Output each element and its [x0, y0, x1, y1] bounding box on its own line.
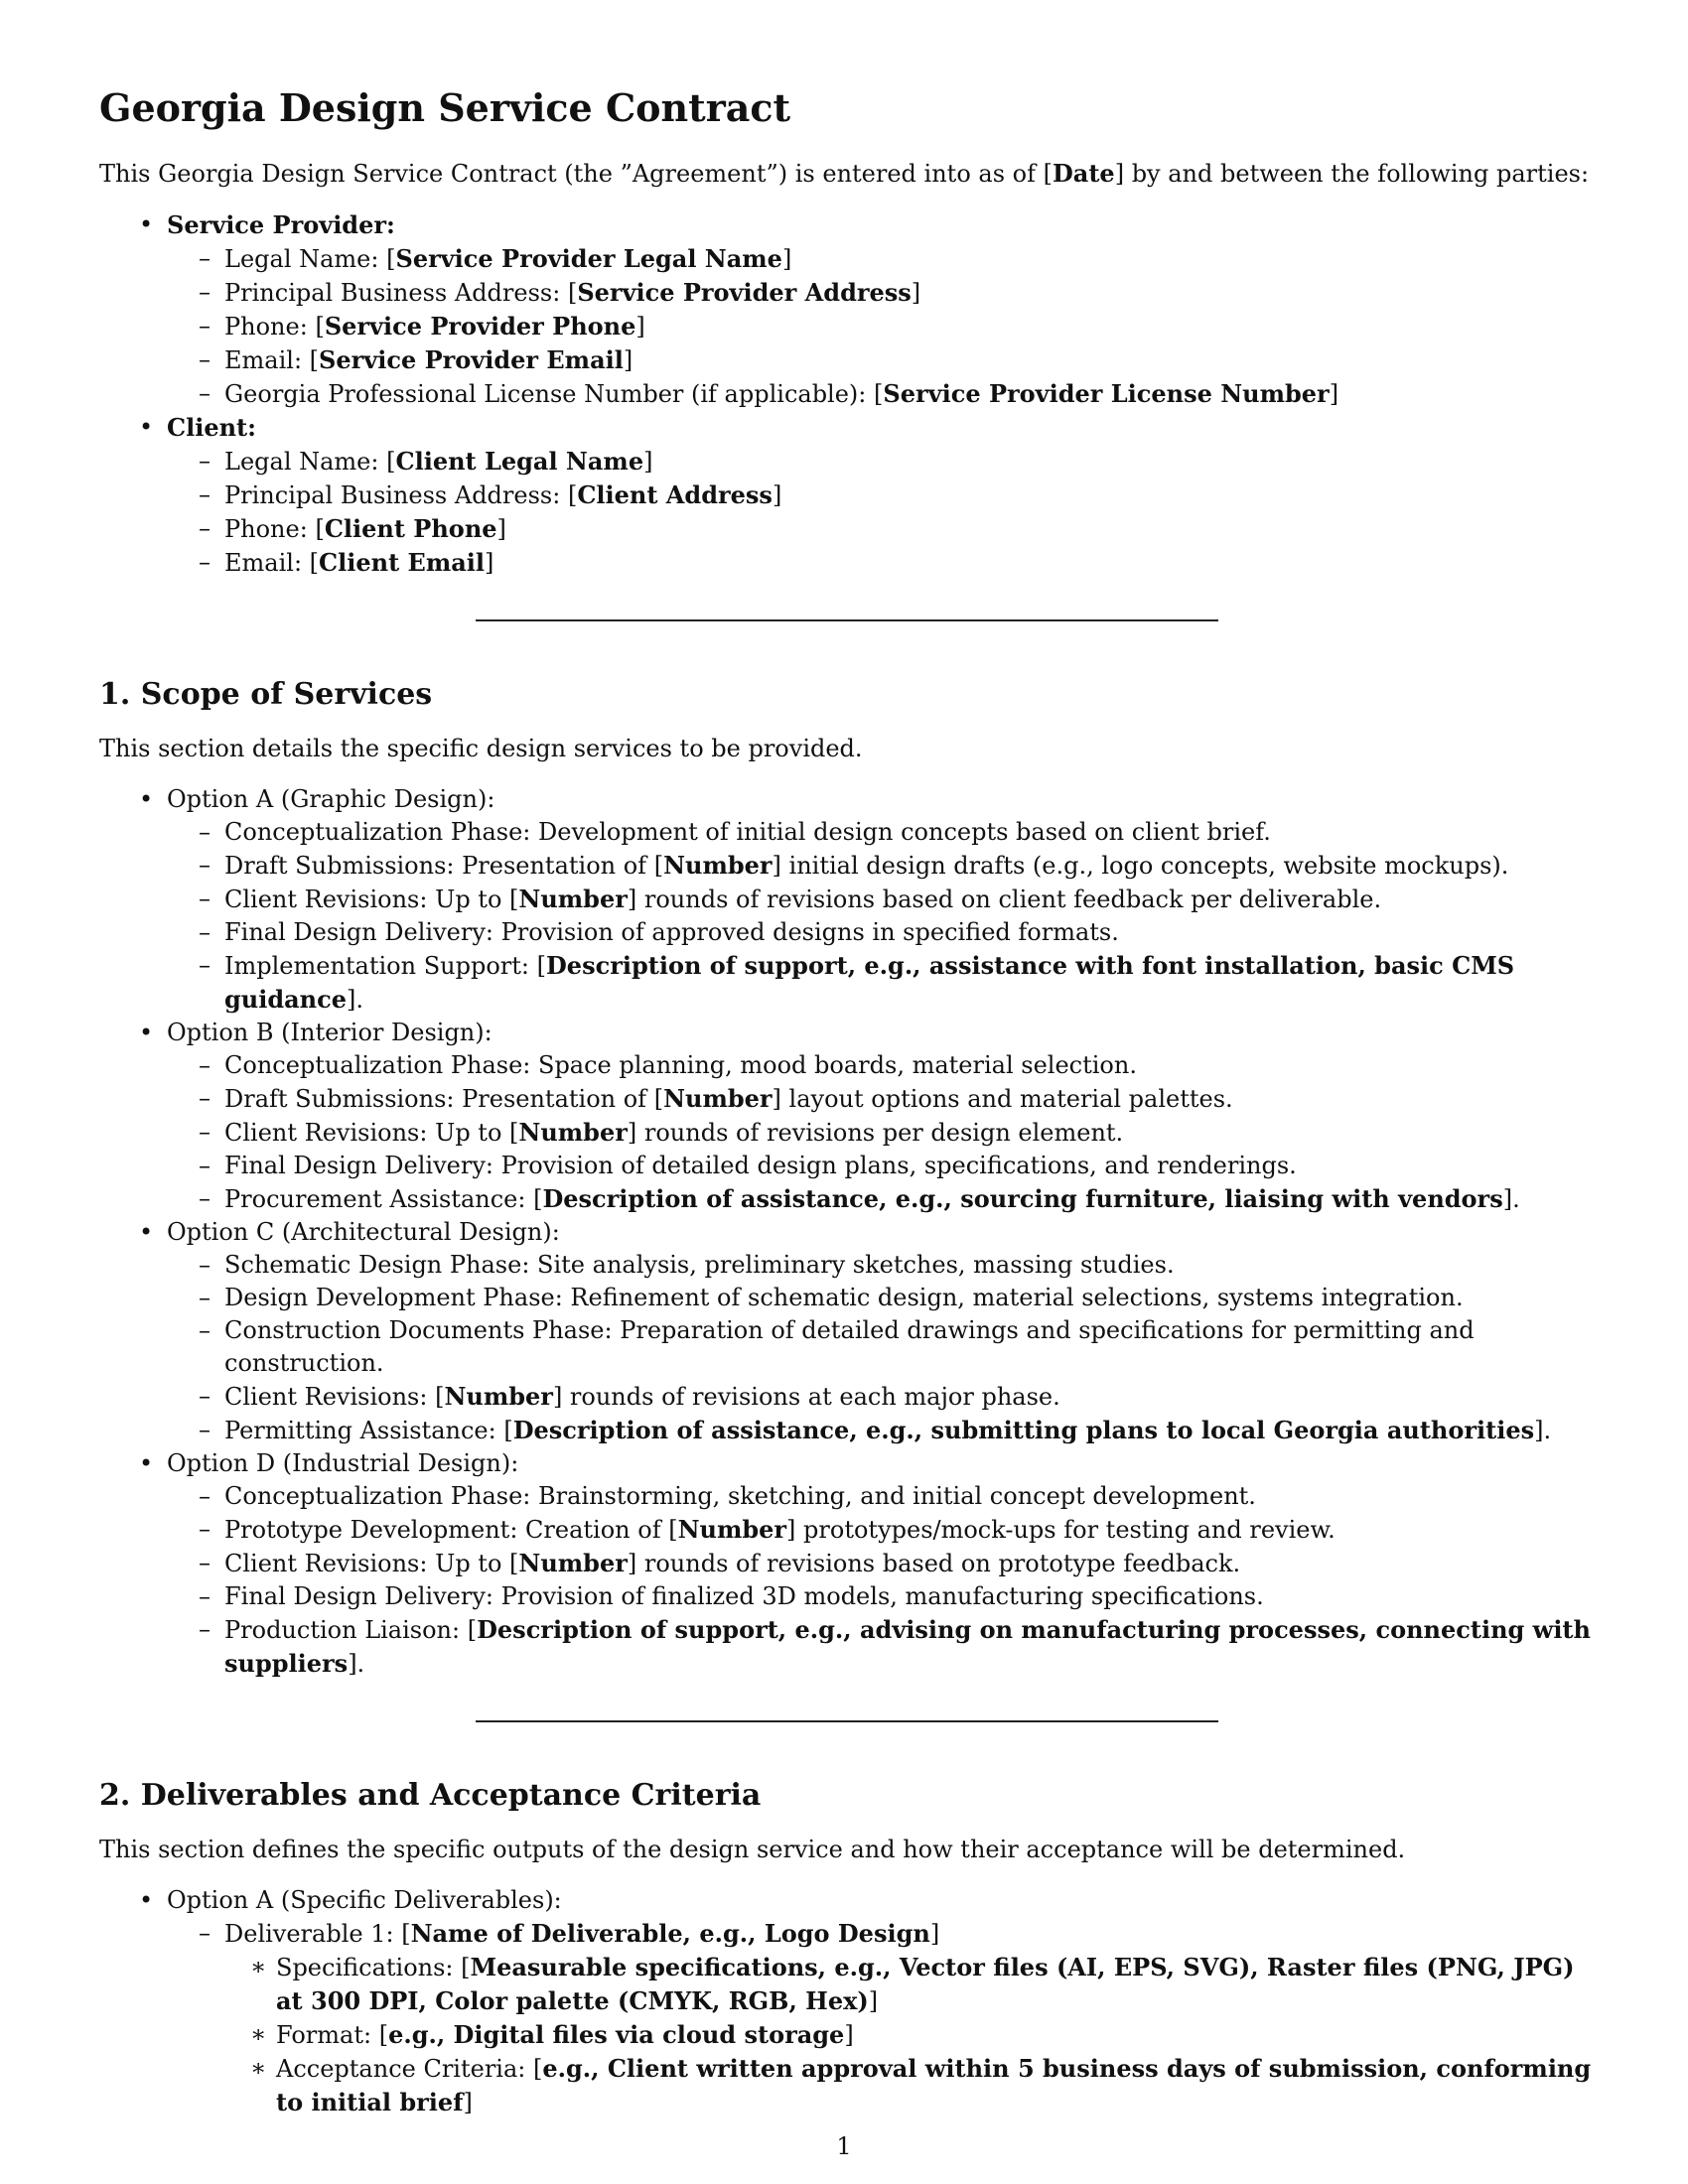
scope-item: – Procurement Assistance: [Description of assistance, e.g., sourcing furniture, liaising with vendors].: [167, 1182, 1594, 1216]
party-client: [99, 411, 1594, 580]
scope-item: – Conceptualization Phase: Development of initial design concepts based on client brief.: [167, 816, 1594, 849]
deliverable-detail: ∗ Specifications: [Measurable specifications, e.g., Vector files (AI, EPS, SVG), Raster files (PNG, JPG) at 300 DPI, Color palette (CMYK, RGB, Hex)]: [224, 1951, 1594, 2018]
scope-option-c: • Option C (Architectural Design): – Schematic Design Phase: Site analysis, preliminary sketches, massing studies. – Design Development Phase: Refinement of schematic design, material selections, systems integration. – Construction Documents Phase: Preparation of detailed drawings and specifications for permitting and construction. – Client Revisions: [Number] rounds of revisions at each major phase. – Permitting Assistance: [Description of assistance, e.g., submitting plans to local Georgia authorities].: [99, 1216, 1594, 1447]
party-field: – Phone: [Service Provider Phone]: [167, 310, 1594, 343]
deliverable-item: – Deliverable 1: [Name of Deliverable, e.g., Logo Design] ∗ Specifications: [Measurable specifications, e.g., Vector files (AI, EPS, SVG), Raster files (PNG, JPG) at 300 DPI, Color palette (CMYK, RGB, Hex)] ∗ Format: [e.g., Digital files via cloud storage] ∗ Acceptance Criteria: [e.g., Client written approval within 5 business days of submission, conforming to initial brief]: [167, 1917, 1594, 2119]
party-field: – Georgia Professional License Number (if applicable): [Service Provider License Number]: [167, 377, 1594, 411]
scope-item: – Client Revisions: Up to [Number] rounds of revisions based on prototype feedback.: [167, 1547, 1594, 1580]
party-service-provider: [99, 208, 1594, 411]
scope-option-b: • Option B (Interior Design): – Conceptualization Phase: Space planning, mood boards, material selection. – Draft Submissions: Presentation of [Number] layout options and material palettes. – Client Revisions: Up to [Number] rounds of revisions per design element. – Final Design Delivery: Provision of detailed design plans, specifications, and renderings. – Procurement Assistance: [Description of assistance, e.g., sourcing furniture, liaising with vendors].: [99, 1017, 1594, 1216]
scope-item: – Client Revisions: Up to [Number] rounds of revisions based on client feedback per deliverable.: [167, 883, 1594, 916]
scope-option-a: • Option A (Graphic Design): – Conceptualization Phase: Development of initial design concepts based on client brief. – Draft Submissions: Presentation of [Number] initial design drafts (e.g., logo concepts, website mockups). – Client Revisions: Up to [Number] rounds of revisions based on client feedback per deliverable. – Final Design Delivery: Provision of approved designs in specified formats. – Implementation Support: [Description of support, e.g., assistance with font installation, basic CMS guidance].: [99, 783, 1594, 1017]
party-field: – Phone: [Client Phone]: [167, 512, 1594, 546]
scope-item: – Final Design Delivery: Provision of approved designs in specified formats.: [167, 916, 1594, 949]
parties-list: [99, 208, 1594, 580]
scope-item: – Final Design Delivery: Provision of detailed design plans, specifications, and renderings.: [167, 1150, 1594, 1182]
scope-options-list: [99, 783, 1594, 1681]
section-divider: [476, 619, 1218, 621]
scope-item: – Construction Documents Phase: Preparation of detailed drawings and specifications for permitting and construction.: [167, 1314, 1594, 1380]
document-page: [99, 85, 1594, 2119]
scope-item: – Final Design Delivery: Provision of finalized 3D models, manufacturing specifications.: [167, 1580, 1594, 1613]
party-label: Client:: [167, 412, 256, 442]
scope-item: – Conceptualization Phase: Space planning, mood boards, material selection.: [167, 1049, 1594, 1082]
page-number: 1: [836, 2132, 852, 2160]
scope-item: – Schematic Design Phase: Site analysis, preliminary sketches, massing studies.: [167, 1249, 1594, 1282]
intro-text-before: This Georgia Design Service Contract (the ”Agreement”) is entered into as of [: [99, 159, 1053, 188]
party-label: Service Provider:: [167, 209, 395, 239]
scope-item: – Implementation Support: [Description of support, e.g., assistance with font installation, basic CMS guidance].: [167, 949, 1594, 1017]
deliverables-list: [99, 1884, 1594, 2119]
scope-item: – Prototype Development: Creation of [Number] prototypes/mock-ups for testing and review.: [167, 1513, 1594, 1547]
scope-item: – Draft Submissions: Presentation of [Number] layout options and material palettes.: [167, 1082, 1594, 1116]
party-field: – Principal Business Address: [Service Provider Address]: [167, 276, 1594, 310]
party-field: – Legal Name: [Client Legal Name]: [167, 445, 1594, 478]
section-1-intro: This section details the specific design services to be provided.: [99, 734, 863, 762]
party-field: – Email: [Service Provider Email]: [167, 343, 1594, 377]
intro-paragraph: [99, 157, 1594, 191]
scope-item: – Design Development Phase: Refinement of schematic design, material selections, systems integration.: [167, 1282, 1594, 1314]
party-field: – Email: [Client Email]: [167, 546, 1594, 580]
scope-item: – Production Liaison: [Description of support, e.g., advising on manufacturing processes, connecting with suppliers].: [167, 1613, 1594, 1681]
scope-item: – Client Revisions: Up to [Number] rounds of revisions per design element.: [167, 1116, 1594, 1150]
intro-text-after: ] by and between the following parties:: [1114, 159, 1590, 188]
section-2-intro: This section defines the specific outputs of the design service and how their acceptance will be determined.: [99, 1835, 1406, 1863]
scope-item: – Client Revisions: [Number] rounds of revisions at each major phase.: [167, 1380, 1594, 1414]
section-divider: [476, 1720, 1218, 1722]
scope-item: – Permitting Assistance: [Description of assistance, e.g., submitting plans to local Georgia authorities].: [167, 1414, 1594, 1447]
party-field: – Legal Name: [Service Provider Legal Name]: [167, 242, 1594, 276]
scope-item: – Draft Submissions: Presentation of [Number] initial design drafts (e.g., logo concepts, website mockups).: [167, 849, 1594, 883]
section-2-heading: 2. Deliverables and Acceptance Criteria: [99, 1777, 762, 1813]
deliverable-detail: ∗ Acceptance Criteria: [e.g., Client written approval within 5 business days of submission, conforming to initial brief]: [224, 2052, 1594, 2119]
intro-date-placeholder: Date: [1052, 158, 1115, 188]
section-1-heading: 1. Scope of Services: [99, 676, 433, 712]
scope-item: – Conceptualization Phase: Brainstorming, sketching, and initial concept development.: [167, 1480, 1594, 1513]
scope-option-d: • Option D (Industrial Design): – Conceptualization Phase: Brainstorming, sketching, and initial concept development. – Prototype Development: Creation of [Number] prototypes/mock-ups for testing and review. – Client Revisions: Up to [Number] rounds of revisions based on prototype feedback. – Final Design Delivery: Provision of finalized 3D models, manufacturing specifications. – Production Liaison: [Description of support, e.g., advising on manufacturing processes, connecting with suppliers].: [99, 1447, 1594, 1681]
document-title: Georgia Design Service Contract: [99, 85, 791, 130]
deliverables-option-a: • Option A (Specific Deliverables): – Deliverable 1: [Name of Deliverable, e.g., Logo Design] ∗ Specifications: [Measurable specifications, e.g., Vector files (AI, EPS, SVG), Raster files (PNG, JPG) at 300 DPI, Color palette (CMYK, RGB, Hex)] ∗ Format: [e.g., Digital files via cloud storage] ∗ Acceptance Criteria: [e.g., Client written approval within 5 business days of submission, conforming to initial brief]: [99, 1884, 1594, 2119]
party-field: – Principal Business Address: [Client Address]: [167, 478, 1594, 512]
deliverable-detail: ∗ Format: [e.g., Digital files via cloud storage]: [224, 2018, 1594, 2052]
